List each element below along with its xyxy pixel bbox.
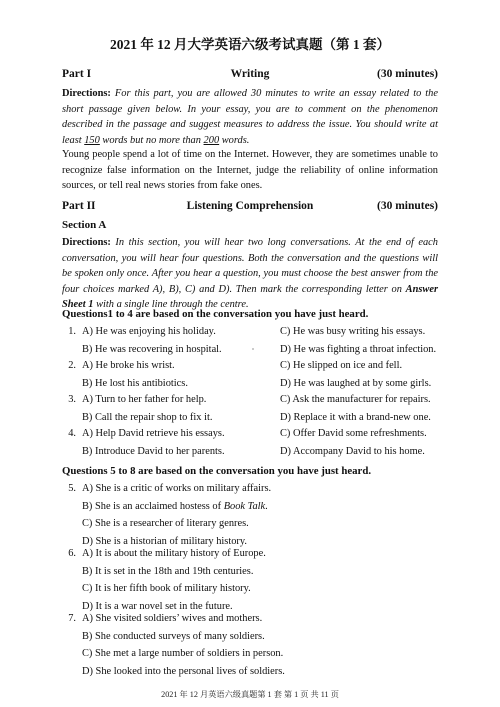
part2-directions-text1: In this section, you will hear two long conversations. At the end of each conversation, you will hear four questions. Both the conversation and the questions will be spoken only once. After you hear a question, you must choose the best answer from the four choices marked A), B), C) and D). Then mark the corresponding letter on [62,237,438,295]
question-number: 2. [68,360,76,371]
question-number: 4. [68,428,76,439]
option-b: B) Call the repair shop to fix it. [82,411,213,423]
option-d: D) He was fighting a throat infection. [280,343,437,355]
option-a: A) Help David retrieve his essays. [82,428,225,439]
option-b: B) He lost his antibiotics. [82,377,188,389]
question-number: 3. [68,394,76,405]
option-c: C) He was busy writing his essays. [280,326,426,337]
question-number: 7. [68,613,76,624]
question-4 [62,425,442,460]
part2-directions-label: Directions: [62,237,111,248]
option-d: D) Accompany David to his home. [280,445,425,457]
max-words: 200 [203,134,220,146]
part2-directions [62,235,438,313]
question-number: 6. [68,548,76,559]
option-a: A) Turn to her father for help. [82,394,207,405]
option-b: B) She conducted surveys of many soldiers. [82,630,265,642]
group2-heading: Questions 5 to 8 are based on the conversation you have just heard. [62,465,372,477]
option-a: A) She is a critic of works on military affairs. [82,483,272,494]
section-a-label: Section A [62,219,107,231]
option-b: B) Introduce David to her parents. [82,445,225,457]
book-talk-title: Book Talk [223,500,266,512]
part1-directions-text3: words. [219,134,250,146]
option-c: C) He slipped on ice and fell. [280,360,403,371]
part2-name: Listening Comprehension [186,200,314,212]
option-d: D) Replace it with a brand-new one. [280,411,431,423]
scan-speck [252,348,254,350]
question-3 [62,391,442,426]
option-a: A) It is about the military history of Europe. [82,548,266,559]
part1-label: Part I [62,68,92,80]
part2-header [62,200,438,212]
part1-passage: Young people spend a lot of time on the Internet. However, they are sometimes unable to recognize false information on the Internet, judge the reliability of online information sources, or tell real news stories from fake ones. [62,149,438,192]
option-d: D) She looked into the personal lives of soldiers. [82,665,285,677]
part1-time: (30 minutes) [376,68,438,80]
option-c: C) She is a researcher of literary genres. [82,518,249,529]
option-a: A) He was enjoying his holiday. [82,326,216,337]
part1-directions-text2: words but no more than [99,134,204,146]
question-1 [62,323,442,358]
question-7 [62,610,442,680]
min-words: 150 [84,134,100,146]
question-number: 1. [68,326,76,337]
option-a: A) She visited soldiers’ wives and mothers. [82,613,263,624]
question-5 [62,480,442,550]
part2-time: (30 minutes) [376,200,438,212]
page-title: 2021 年 12 月大学英语六级考试真题（第 1 套） [109,37,391,52]
option-d: D) It is a war novel set in the future. [82,600,233,612]
page-footer: 2021 年 12 月英语六级真题第 1 套 第 1 页 共 11 页 [161,690,339,699]
part2-directions-text2: with a single line through the centre. [93,299,249,311]
question-6 [62,545,442,615]
part1-header [62,68,438,80]
option-a: A) He broke his wrist. [82,360,175,371]
option-c: C) It is her fifth book of military history. [82,583,251,594]
option-b: B) She is an acclaimed hostess of Book Talk. [82,500,268,512]
question-number: 5. [68,483,76,494]
question-2 [62,357,442,392]
option-d: D) He was laughed at by some girls. [280,377,432,389]
group1-heading: Questions1 to 4 are based on the conversation you have just heard. [62,308,369,320]
option-b: B) He was recovering in hospital. [82,343,222,355]
option-d: D) She is a historian of military history. [82,535,247,547]
part1-name: Writing [230,68,270,80]
option-c: C) She met a large number of soldiers in person. [82,648,284,659]
part1-directions-label: Directions: [62,88,111,99]
part1-directions-text1: For this part, you are allowed 30 minutes to write an essay related to the short passage given below. In your essay, you are to comment on the phenomenon described in the passage and suggest measures to address the issue. You should write at least [62,88,438,146]
answer-sheet-ref: Answer Sheet 1 [62,283,438,311]
option-b: B) It is set in the 18th and 19th centuries. [82,565,254,577]
part2-label: Part II [62,200,96,212]
part1-directions [62,86,438,148]
option-c: C) Offer David some refreshments. [280,428,427,439]
option-c: C) Ask the manufacturer for repairs. [280,394,431,405]
